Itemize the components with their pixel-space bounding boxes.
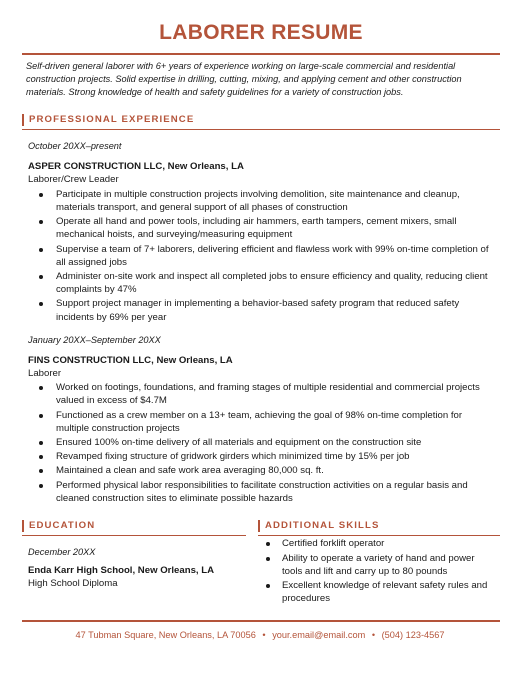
bottom-columns [22, 519, 500, 605]
resume-title: LABORER RESUME [159, 21, 363, 44]
skill-item: Certified forklift operator [258, 537, 500, 550]
job-bullet: Supervise a team of 7+ laborers, delivering efficient and flawless work with 99% on-time completion of all assigned jobs [28, 243, 500, 269]
job-date: January 20XX–September 20XX [28, 334, 161, 345]
job-bullet: Operate all hand and power tools, including air hammers, earth tampers, cement mixers, small mechanical hoists, and surveying/measuring equipment [28, 215, 500, 241]
job-bullets [28, 381, 500, 505]
contact-footer [0, 629, 520, 642]
footer-email[interactable]: your.email@email.com [272, 630, 366, 640]
education-date: December 20XX [28, 547, 96, 558]
experience-heading: PROFESSIONAL EXPERIENCE [29, 114, 195, 126]
footer-separator: • [262, 630, 266, 640]
education-degree: High School Diploma [28, 578, 118, 590]
job-bullet: Worked on footings, foundations, and framing stages of multiple residential and commercial projects valued in excess of $4.7M [28, 381, 500, 407]
job-bullet: Ensured 100% on-time delivery of all materials and equipment on the construction site [28, 436, 500, 449]
job-company: FINS CONSTRUCTION LLC, New Orleans, LA [28, 354, 233, 366]
skills-column [258, 519, 500, 605]
footer-phone[interactable]: (504) 123-4567 [381, 630, 445, 640]
section-rule [258, 535, 500, 536]
section-accent-bar [22, 114, 24, 126]
footer-separator: • [371, 630, 376, 640]
education-section-header [22, 519, 258, 532]
skills-heading: ADDITIONAL SKILLS [265, 520, 380, 532]
footer-address: 47 Tubman Square, New Orleans, LA 70056 [75, 630, 256, 640]
job-bullet: Performed physical labor responsibilities to facilitate construction activities on a regular basis and cleaned construction sites to eliminate possible hazards [28, 479, 500, 505]
job-company: ASPER CONSTRUCTION LLC, New Orleans, LA [28, 161, 244, 173]
section-accent-bar [22, 520, 24, 532]
job-role: Laborer/Crew Leader [28, 174, 119, 186]
job-role: Laborer [28, 367, 62, 379]
job-bullet: Participate in multiple construction projects involving demolition, site maintenance and cleanup, materials transport, and general support of all phases of construction [28, 188, 500, 214]
skills-list [258, 537, 500, 605]
footer-rule [22, 620, 500, 622]
education-school: Enda Karr High School, New Orleans, LA [28, 565, 215, 577]
summary-text: Self-driven general laborer with 6+ years of experience working on large-scale commercial and residential construction projects. Solid expertise in drilling, cutting, mixing, and applying cement and other construction materials. Strong knowledge of health and safety guidelines for a variety of construction jobs. [26, 61, 462, 98]
skill-item: Ability to operate a variety of hand and power tools and lift and carry up to 80 pounds [258, 552, 500, 578]
header-rule [22, 53, 500, 55]
job-bullet: Support project manager in implementing a behavior-based safety program that reduced safety incidents by 69% per year [28, 297, 500, 323]
job-bullet: Functioned as a crew member on a 13+ team, achieving the goal of 98% on-time completion for multiple construction projects [28, 409, 500, 435]
skills-section-header [258, 519, 500, 532]
section-accent-bar [258, 520, 260, 532]
education-heading: EDUCATION [29, 520, 96, 532]
section-rule [22, 535, 246, 536]
job-bullet: Administer on-site work and inspect all completed jobs to ensure efficiency and quality, reducing client complaints by 47% [28, 270, 500, 296]
skill-item: Excellent knowledge of relevant safety rules and procedures [258, 579, 500, 605]
job-bullet: Maintained a clean and safe work area averaging 80,000 sq. ft. [28, 464, 500, 477]
resume-page [22, 0, 500, 606]
job-bullet: Revamped fixing structure of gridwork girders which minimized time by 15% per job [28, 450, 500, 463]
job-date: October 20XX–present [28, 141, 122, 152]
education-column [22, 519, 258, 605]
job-entry [22, 334, 500, 505]
job-entry [22, 140, 500, 324]
experience-section-header [22, 113, 500, 126]
job-bullets [28, 188, 500, 324]
section-rule [22, 129, 500, 130]
